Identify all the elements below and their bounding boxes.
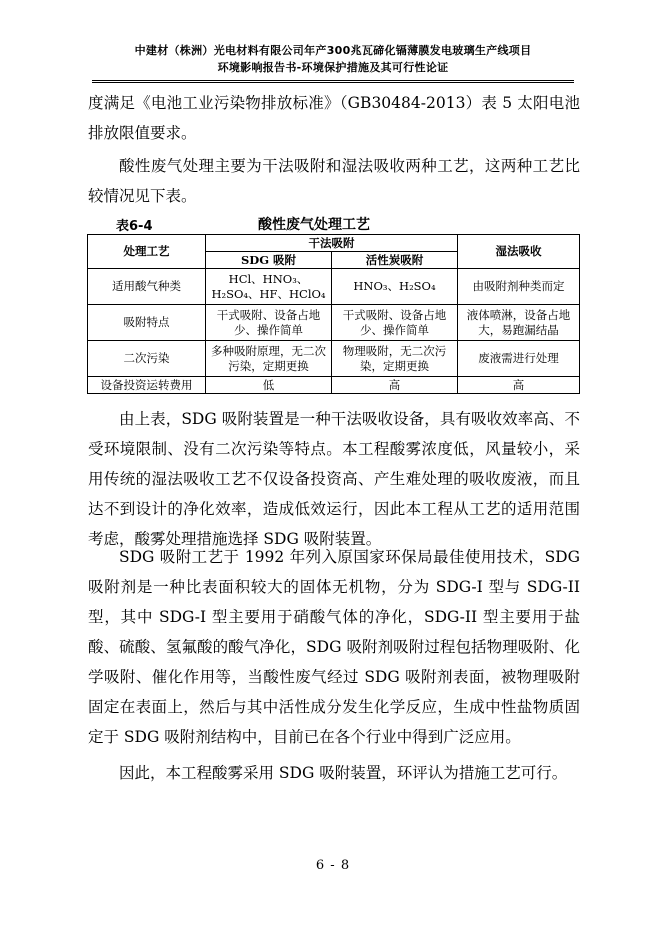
cell-carbon: 高 [332,377,458,394]
header-carbon-adsorption: 活性炭吸附 [332,252,458,269]
cell-wet: 废液需进行处理 [458,341,580,377]
cell-carbon: 干式吸附、设备占地少、操作简单 [332,305,458,341]
header-project-title: 中建材（株洲）光电材料有限公司年产300兆瓦碲化镉薄膜发电玻璃生产线项目 [134,44,532,57]
row-label: 设备投资运转费用 [88,377,206,394]
header-process: 处理工艺 [88,235,206,269]
page-header [74,42,592,76]
header-wet-absorption: 湿法吸收 [458,235,580,269]
cell-wet: 高 [458,377,580,394]
cell-sdg: 多种吸附原理，无二次污染，定期更换 [206,341,332,377]
paragraph-conclusion: 因此，本工程酸雾采用 SDG 吸附装置，环评认为措施工艺可行。 [119,764,568,782]
cell-sdg: 低 [206,377,332,394]
table-row [88,377,580,394]
paragraph-sdg-selection: 由上表，SDG 吸附装置是一种干法吸收设备，具有吸收效率高、不受环境限制、没有二次污染等特点。本工程酸雾浓度低，风量较小，采用传统的湿法吸收工艺不仅设备投资高、产生难处理的吸收废液，而且达不到设计的净化效率，造成低效运行，因此本工程从工艺的适用范围考虑，酸雾处理措施选择 SDG 吸附装置。 [88,410,580,548]
header-section-title: 环境影响报告书-环境保护措施及其可行性论证 [217,61,449,74]
header-dry-adsorption: 干法吸附 [206,235,458,252]
cell-sdg: 干式吸附、设备占地少、操作简单 [206,305,332,341]
page-number: 6 - 8 [315,858,351,873]
cell-wet: 液体喷淋，设备占地大，易跑漏结晶 [458,305,580,341]
cell-sdg: HCl、HNO₃、H₂SO₄、HF、HClO₄ [206,269,332,305]
table-row [88,305,580,341]
header-sdg-adsorption: SDG 吸附 [206,252,332,269]
acid-gas-process-table [87,234,580,394]
paragraph-emission-standard: 度满足《电池工业污染物排放标准》（GB30484-2013）表 5 太阳电池排放限值要求。 [88,94,580,142]
row-label: 二次污染 [88,341,206,377]
table-caption-title: 酸性废气处理工艺 [258,217,370,233]
row-label: 吸附特点 [88,305,206,341]
cell-carbon: 物理吸附，无二次污染，定期更换 [332,341,458,377]
table-caption-number: 表6-4 [116,219,153,234]
cell-carbon: HNO₃、H₂SO₄ [332,269,458,305]
table-row [88,269,580,305]
table-row [88,341,580,377]
header-divider-secondary [92,82,574,83]
paragraph-sdg-technology: SDG 吸附工艺于 1992 年列入原国家环保局最佳使用技术，SDG 吸附剂是一种比表面积较大的固体无机物，分为 SDG-I 型与 SDG-II 型，其中 SDG-I 型主要用于硝酸气体的净化，SDG-II 型主要用于盐酸、硫酸、氢氟酸的酸气净化，SDG 吸附剂吸附过程包括物理吸附、化学吸附、催化作用等，当酸性废气经过 SDG 吸附剂表面，被物理吸附固定在表面上，然后与其中活性成分发生化学反应，生成中性盐物质固定于 SDG 吸附剂结构中，目前已在各个行业中得到广泛应用。 [88,548,580,746]
paragraph-process-intro: 酸性废气处理主要为干法吸附和湿法吸收两种工艺，这两种工艺比较情况见下表。 [88,157,580,205]
table-caption [0,213,666,233]
header-divider [92,80,574,81]
row-label: 适用酸气种类 [88,269,206,305]
cell-wet: 由吸附剂种类而定 [458,269,580,305]
